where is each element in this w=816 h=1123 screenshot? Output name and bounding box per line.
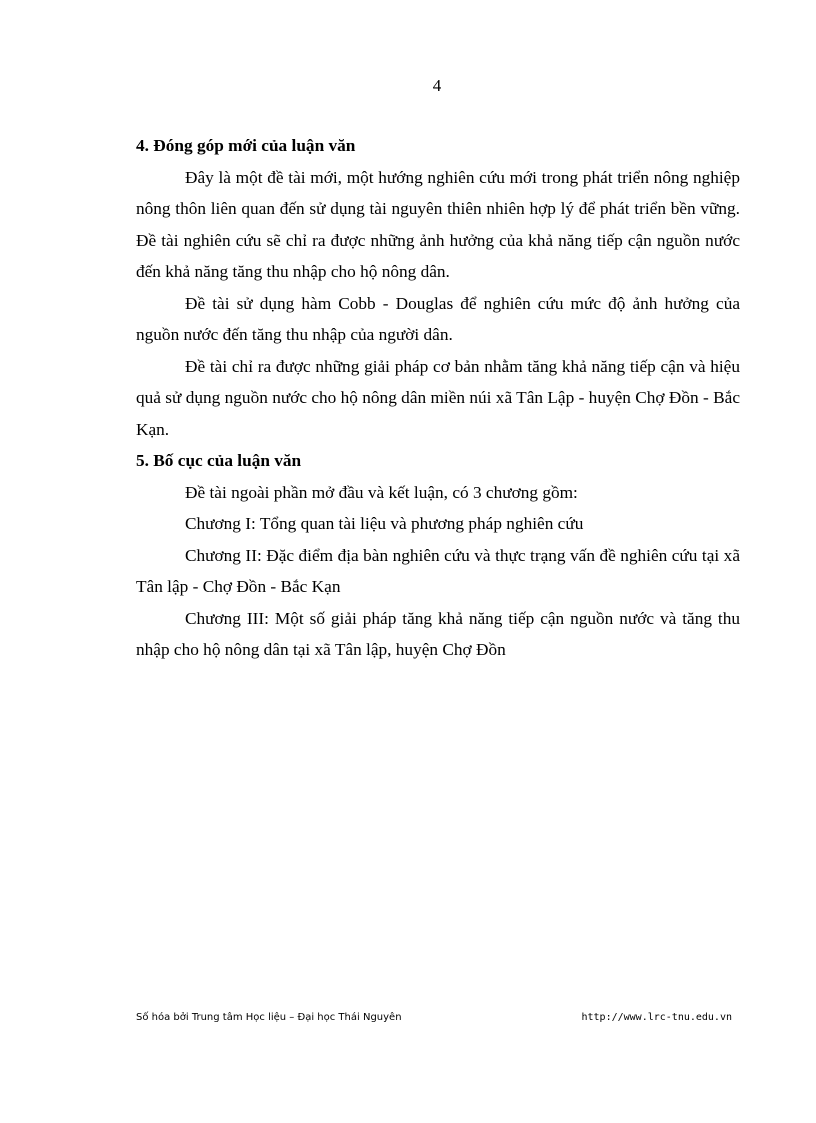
document-body bbox=[136, 130, 740, 666]
chapter-item: Chương I: Tổng quan tài liệu và phương pháp nghiên cứu bbox=[185, 514, 584, 533]
footer-digitized-by: Số hóa bởi Trung tâm Học liệu – Đại học Thái Nguyên bbox=[136, 1012, 402, 1023]
page-number: 4 bbox=[432, 76, 442, 95]
paragraph: Đề tài ngoài phần mở đầu và kết luận, có 3 chương gồm: bbox=[185, 482, 578, 502]
paragraph: Đề tài sử dụng hàm Cobb - Douglas để nghiên cứu mức độ ảnh hưởng của nguồn nước đến tăng thu nhập của người dân. bbox=[136, 293, 740, 344]
paragraph: Đề tài chỉ ra được những giải pháp cơ bản nhằm tăng khả năng tiếp cận và hiệu quả sử dụng nguồn nước cho hộ nông dân miền núi xã Tân Lập - huyện Chợ Đồn - Bắc Kạn. bbox=[136, 356, 740, 439]
section-heading-structure: 5. Bố cục của luận văn bbox=[136, 451, 302, 470]
paragraph: Đây là một đề tài mới, một hướng nghiên cứu mới trong phát triển nông nghiệp nông thôn liên quan đến sử dụng tài nguyên thiên nhiên hợp lý để phát triển bền vững. Đề tài nghiên cứu sẽ chỉ ra được những ảnh hưởng của khả năng tiếp cận nguồn nước đến khả năng tăng thu nhập cho hộ nông dân. bbox=[136, 167, 740, 281]
section-heading-contributions: 4. Đóng góp mới của luận văn bbox=[136, 136, 356, 155]
chapter-item: Chương III: Một số giải pháp tăng khả năng tiếp cận nguồn nước và tăng thu nhập cho hộ nông dân tại xã Tân lập, huyện Chợ Đồn bbox=[136, 608, 740, 659]
footer-url: http://www.lrc-tnu.edu.vn bbox=[581, 1012, 732, 1023]
chapter-item: Chương II: Đặc điểm địa bàn nghiên cứu và thực trạng vấn đề nghiên cứu tại xã Tân lập - Chợ Đồn - Bắc Kạn bbox=[136, 545, 740, 596]
